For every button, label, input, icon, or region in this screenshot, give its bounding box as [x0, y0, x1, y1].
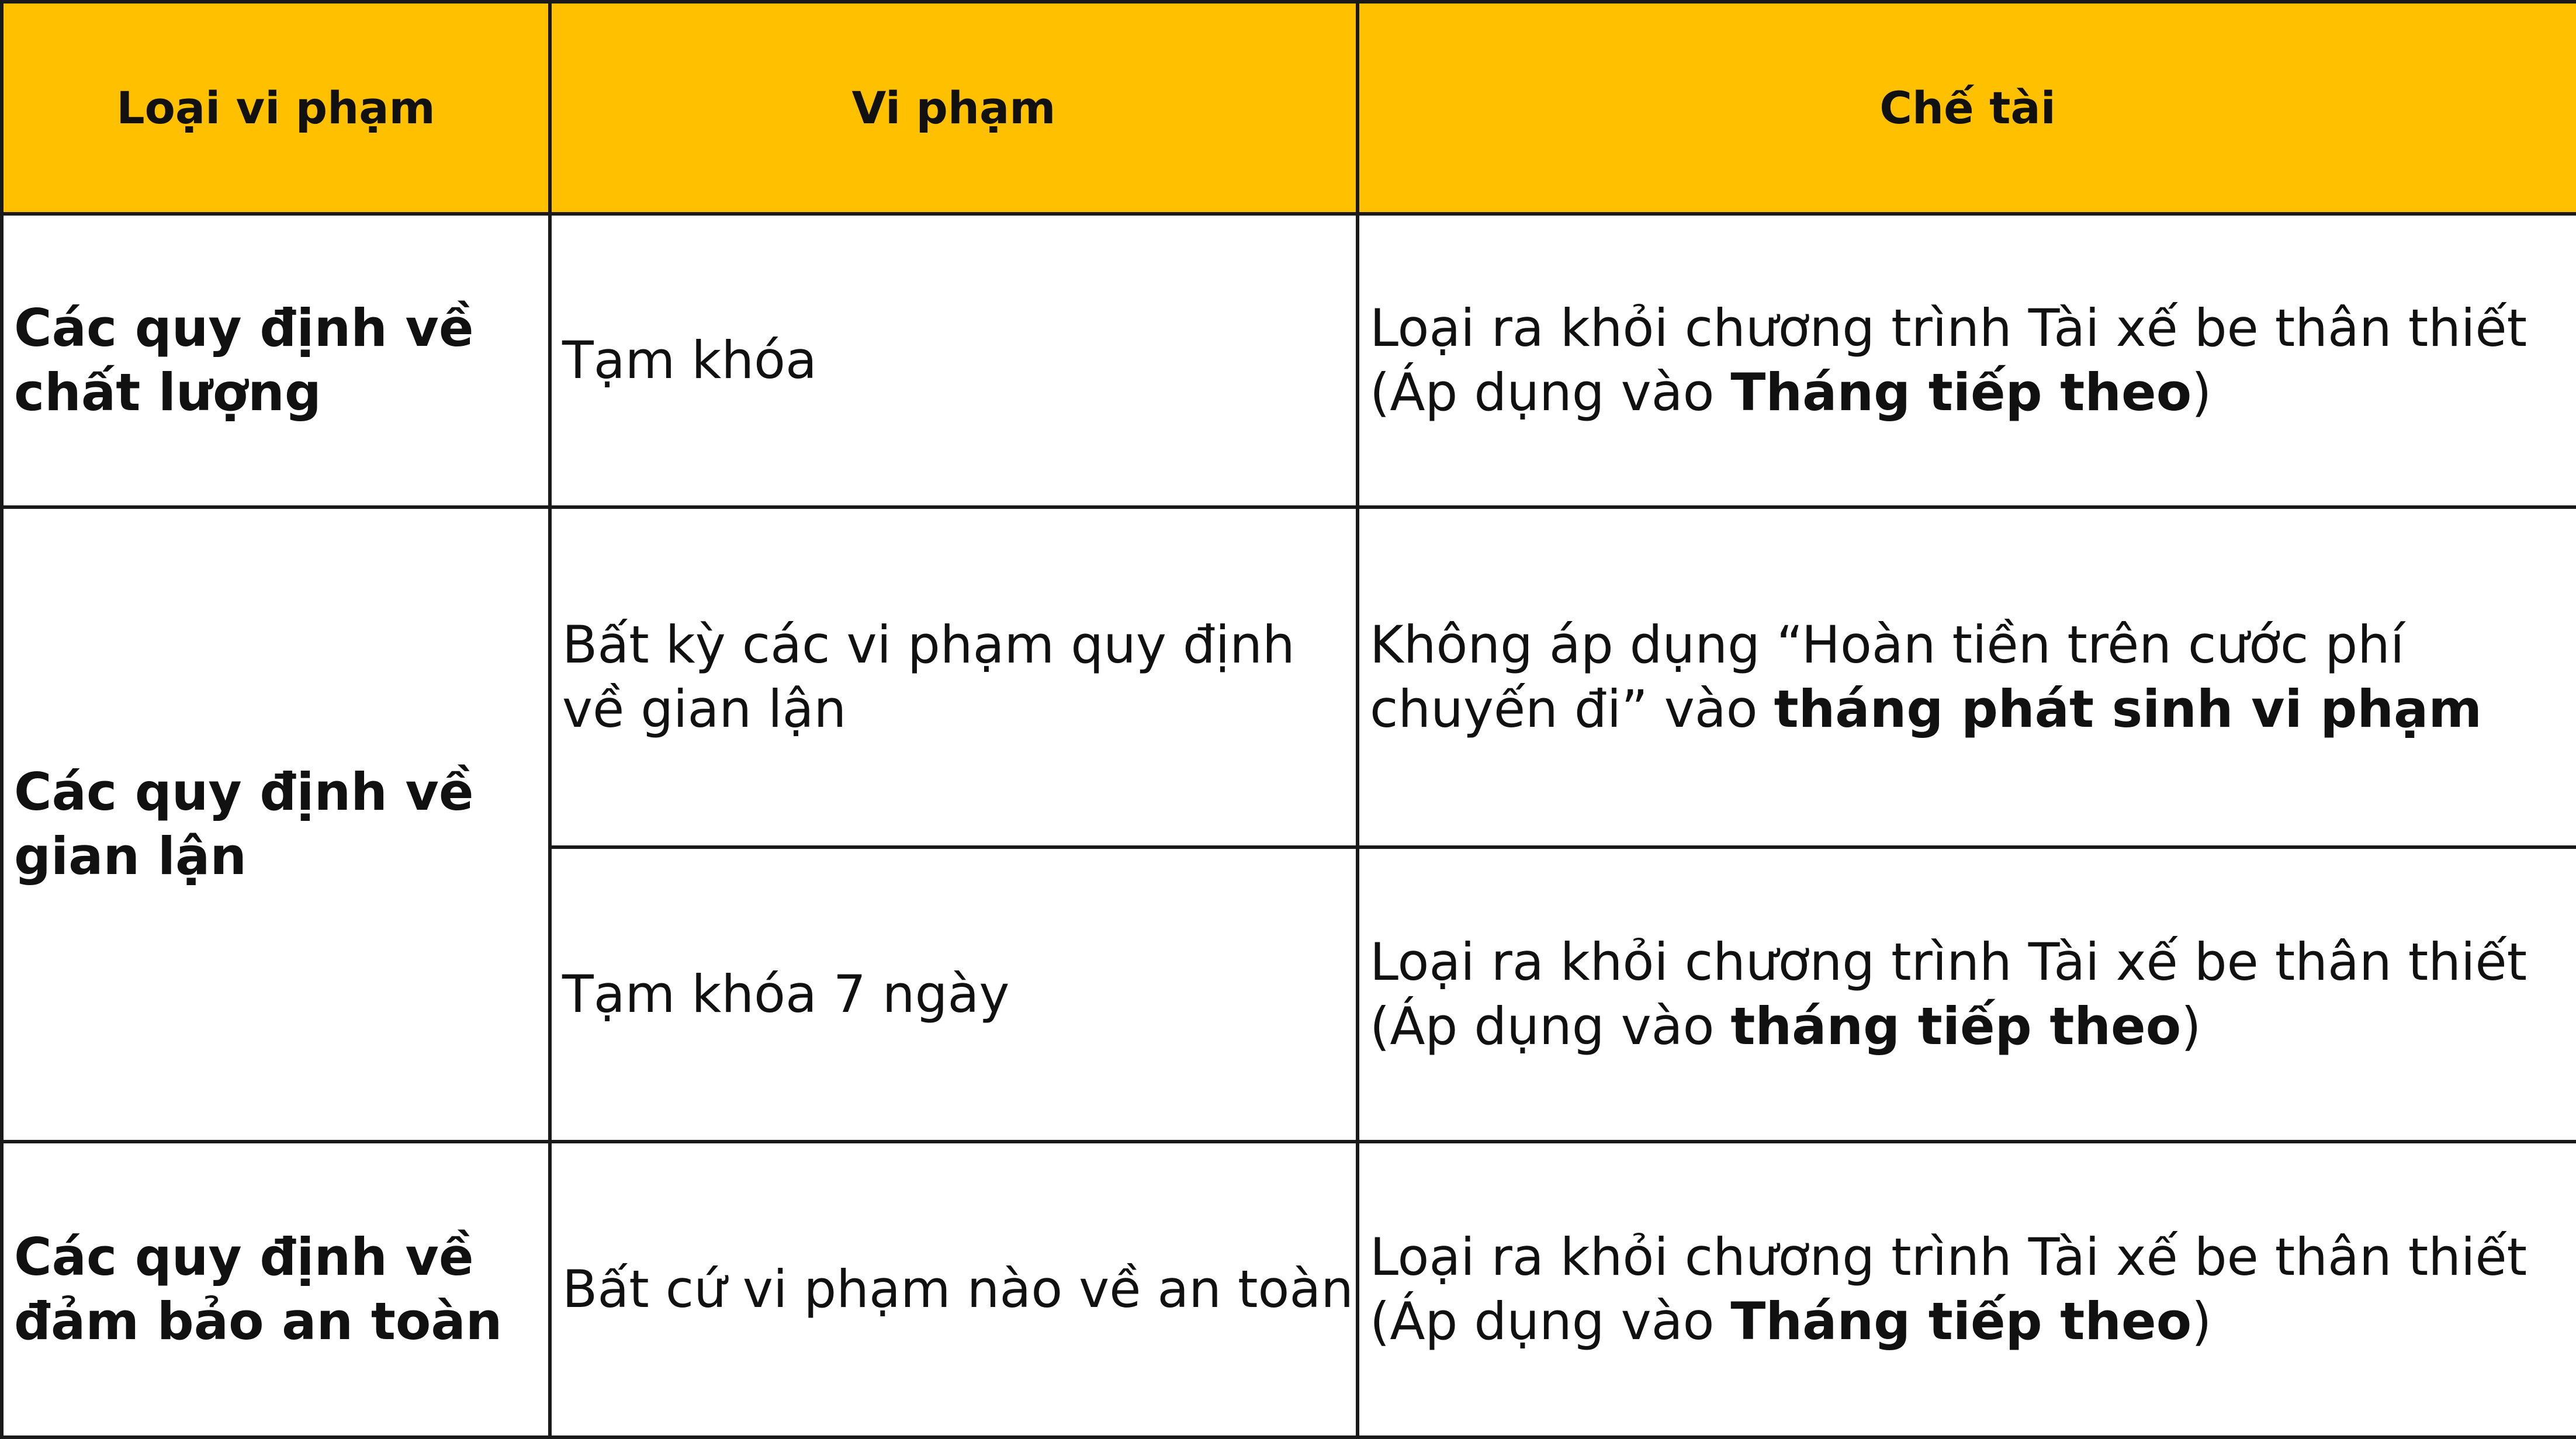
- category-safety-line2: đảm bảo an toàn: [14, 1291, 503, 1351]
- penalty-fraud-1-line2: [1370, 677, 2565, 741]
- penalty-fraud-1: [1358, 507, 2576, 847]
- violation-quality: [550, 214, 1358, 507]
- violation-safety-text: Bất cứ vi phạm nào về an toàn: [562, 1259, 1354, 1319]
- penalty-fraud-1-prefix: chuyến đi” vào: [1370, 679, 1774, 739]
- category-safety: [2, 1142, 550, 1437]
- category-fraud-line2: gian lận: [14, 826, 247, 886]
- penalty-quality-line1: Loại ra khỏi chương trình Tài xế be thân thiết: [1370, 298, 2527, 358]
- penalty-quality-line2: [1370, 360, 2565, 425]
- violation-fraud-2-text: Tạm khóa 7 ngày: [562, 964, 1010, 1024]
- violation-fraud-1-line1: Bất kỳ các vi phạm quy định: [562, 615, 1295, 675]
- row-quality: [2, 214, 2576, 507]
- category-fraud-line1: Các quy định về: [14, 762, 474, 822]
- header-category: Loại vi phạm: [2, 2, 550, 214]
- penalty-safety-suffix: ): [2191, 1291, 2212, 1351]
- penalty-safety-line2: [1370, 1289, 2565, 1354]
- violation-fraud-2: [550, 847, 1358, 1142]
- penalty-fraud-2-suffix: ): [2181, 996, 2201, 1056]
- penalty-fraud-1-bold: tháng phát sinh vi phạm: [1774, 679, 2482, 739]
- penalty-quality-suffix: ): [2191, 362, 2212, 422]
- penalty-safety-prefix: (Áp dụng vào: [1370, 1291, 1731, 1351]
- row-safety: [2, 1142, 2576, 1437]
- category-quality-line1: Các quy định về: [14, 298, 474, 358]
- penalty-fraud-2-bold: tháng tiếp theo: [1730, 996, 2182, 1056]
- penalty-safety-line1: Loại ra khỏi chương trình Tài xế be thân thiết: [1370, 1227, 2527, 1287]
- penalty-quality: [1358, 214, 2576, 507]
- violation-fraud-1: [550, 507, 1358, 847]
- header-row: [2, 2, 2576, 214]
- penalty-fraud-1-line1: Không áp dụng “Hoàn tiền trên cước phí: [1370, 615, 2405, 675]
- penalty-fraud-2-prefix: (Áp dụng vào: [1370, 996, 1731, 1056]
- penalty-safety-bold: Tháng tiếp theo: [1730, 1291, 2192, 1351]
- penalty-fraud-2: [1358, 847, 2576, 1142]
- penalty-fraud-2-line2: [1370, 994, 2565, 1059]
- category-quality: [2, 214, 550, 507]
- header-violation: Vi phạm: [550, 2, 1358, 214]
- category-quality-line2: chất lượng: [14, 362, 321, 422]
- penalty-quality-prefix: (Áp dụng vào: [1370, 362, 1731, 422]
- penalty-safety: [1358, 1142, 2576, 1437]
- category-safety-line1: Các quy định về: [14, 1227, 474, 1287]
- header-penalty: Chế tài: [1358, 2, 2576, 214]
- violation-quality-text: Tạm khóa: [562, 330, 817, 390]
- category-fraud: [2, 507, 550, 1142]
- violation-fraud-1-line2: về gian lận: [562, 679, 847, 739]
- row-fraud-1: [2, 507, 2576, 847]
- violation-safety: [550, 1142, 1358, 1437]
- penalty-quality-bold: Tháng tiếp theo: [1730, 362, 2192, 422]
- penalty-fraud-2-line1: Loại ra khỏi chương trình Tài xế be thân thiết: [1370, 932, 2527, 992]
